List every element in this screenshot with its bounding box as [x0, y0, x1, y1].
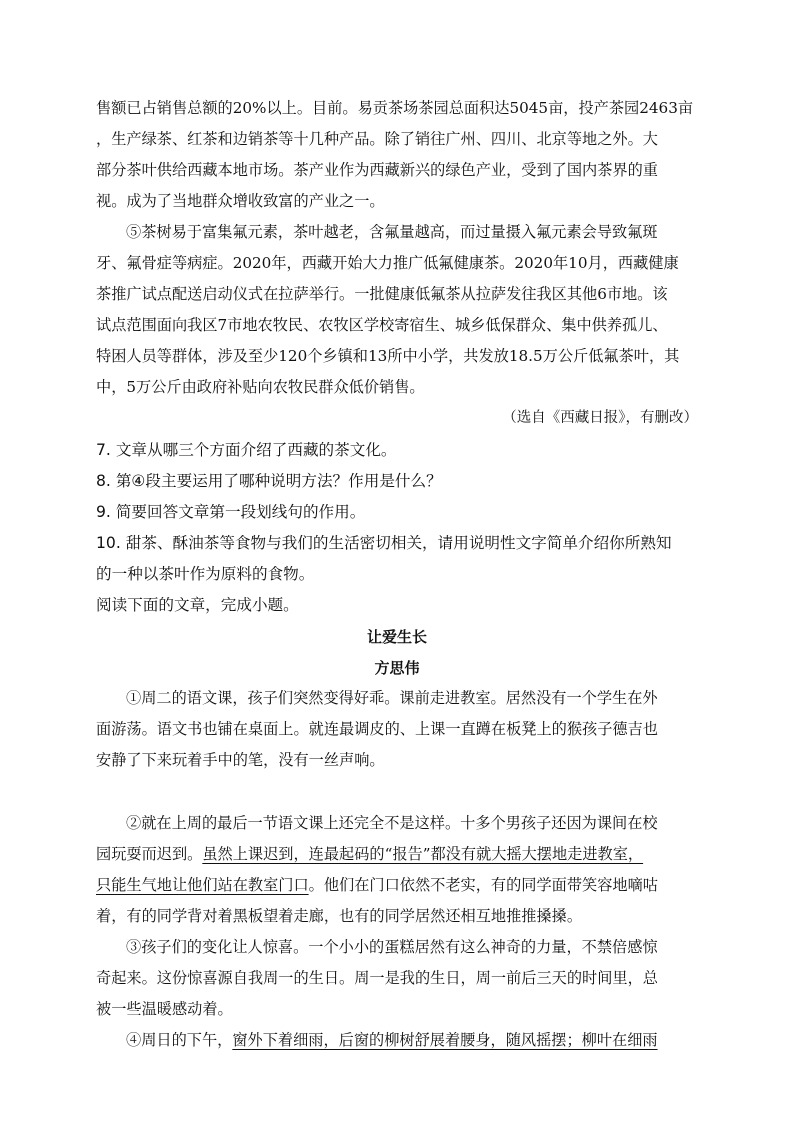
article-title: 让爱生长 [366, 628, 427, 646]
passage1-line: 部分茶叶供给西藏本地市场。茶产业作为西藏新兴的绿色产业，受到了国内茶界的重 [96, 161, 658, 179]
passage1-line: 试点范围面向我区7市地农牧民、农牧区学校寄宿生、城乡低保群众、集中供养孤儿、 [96, 316, 668, 334]
paragraph-3-line: 被一些温暖感动着。 [96, 1000, 233, 1018]
passage1-line: ，生产绿茶、红茶和边销茶等十几种产品。除了销往广州、四川、北京等地之外。大 [96, 130, 658, 148]
passage1-line: 售额已占销售总额的20%以上。目前。易贡茶场茶园总面积达5045亩，投产茶园2463亩 [96, 99, 694, 117]
paragraph-1-line: ①周二的语文课，孩子们突然变得好乖。课前走进教室。居然没有一个学生在外 [126, 689, 658, 707]
plain-text: ④周日的下午， [126, 1031, 233, 1049]
paragraph-2-line: ②就在上周的最后一节语文课上还完全不是这样。十多个男孩子还因为课间在校 [126, 814, 658, 832]
plain-text: 园玩耍而迟到。 [96, 845, 203, 863]
passage1-line: 视。成为了当地群众增收致富的产业之一。 [96, 192, 385, 210]
article-author: 方思伟 [374, 659, 420, 677]
question-7: 7. 文章从哪三个方面介绍了西藏的茶文化。 [96, 441, 397, 459]
source-citation: （选自《西藏日报》，有删改） [502, 410, 698, 426]
underlined-sentence: 只能生气地让他们站在教室门口 [96, 876, 309, 894]
question-10-cont: 的一种以茶叶作为原料的食物。 [96, 565, 315, 583]
paragraph-4-line [126, 1030, 658, 1050]
underlined-sentence: 虽然上课迟到，连最起码的“报告”都没有就大摇大摆地走进教室， [202, 845, 644, 863]
passage1-line: 特困人员等群体，涉及至少120个乡镇和13所中小学，共发放18.5万公斤低氟茶叶，其 [96, 347, 680, 365]
passage1-line: ⑤茶树易于富集氟元素，茶叶越老，含氟量越高，而过量摄入氟元素会导致氟斑 [126, 223, 658, 241]
paragraph-1-line: 安静了下来玩着手中的笔，没有一丝声响。 [96, 751, 385, 769]
paragraph-2-line [96, 844, 643, 864]
plain-text: 。他们在门口依然不老实，有的同学面带笑容地嘀咕 [308, 876, 658, 894]
reading-instruction: 阅读下面的文章，完成小题。 [96, 596, 299, 614]
passage1-line: 茶推广试点配送启动仪式在拉萨举行。一批健康低氟茶从拉萨发往我区其他6市地。该 [96, 285, 668, 303]
paragraph-2-line: 着，有的同学背对着黑板望着走廊，也有的同学居然还相互地推推搡搡。 [96, 907, 582, 925]
paragraph-2-line [96, 875, 658, 895]
passage1-line: 中，5万公斤由政府补贴向农牧民群众低价销售。 [96, 378, 425, 396]
paragraph-3-line: 奇起来。这份惊喜源自我周一的生日。周一是我的生日，周一前后三天的时间里，总 [96, 969, 658, 987]
paragraph-3-line: ③孩子们的变化让人惊喜。一个小小的蛋糕居然有这么神奇的力量，不禁倍感惊 [126, 938, 658, 956]
question-9: 9. 简要回答文章第一段划线句的作用。 [96, 503, 366, 521]
underlined-sentence: 窗外下着细雨，后窗的柳树舒展着腰身，随风摇摆；柳叶在细雨 [232, 1031, 658, 1049]
paragraph-1-line: 面游荡。语文书也铺在桌面上。就连最调皮的、上课一直蹲在板凳上的猴孩子德吉也 [96, 720, 658, 738]
question-8: 8. 第④段主要运用了哪种说明方法？作用是什么？ [96, 472, 442, 490]
passage1-line: 牙、氟骨症等病症。2020年，西藏开始大力推广低氟健康茶。2020年10月，西藏健康 [96, 254, 679, 272]
question-10: 10. 甜茶、酥油茶等食物与我们的生活密切相关，请用说明性文字简单介绍你所熟知 [96, 534, 672, 552]
